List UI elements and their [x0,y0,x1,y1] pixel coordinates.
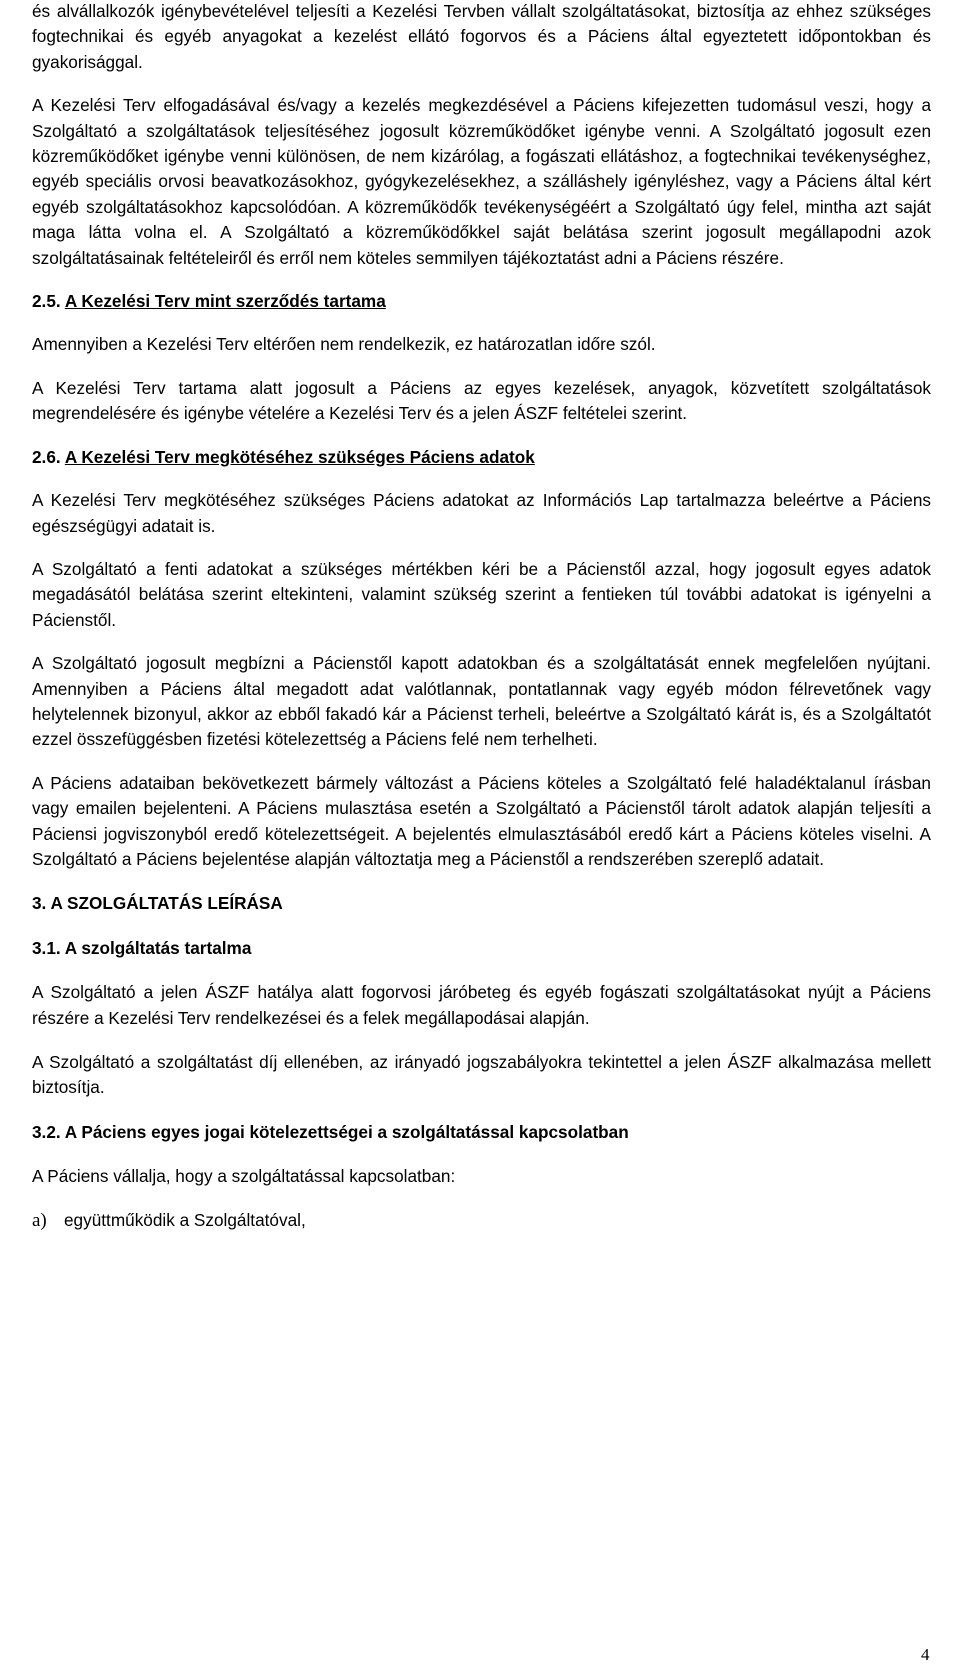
document-page [32,0,931,1233]
paragraph-term-duration: Amennyiben a Kezelési Terv eltérően nem rendelkezik, ez határozatlan időre szól. [32,334,656,355]
paragraph-term-rights: A Kezelési Terv tartama alatt jogosult a Páciens az egyes kezelések, anyagok, közvetített szolgáltatások megrendelésére és igénybe vételére a Kezelési Terv és a jelen ÁSZF feltételei szerint. [32,377,931,424]
heading-2-5-title: A Kezelési Terv mint szerződés tartama [64,291,386,312]
heading-2-6 [32,445,931,470]
paragraph-continuation: és alvállalkozók igénybevételével teljesíti a Kezelési Tervben vállalt szolgáltatásokat, biztosítja az ehhez szükséges fogtechnikai és egyéb anyagokat a kezelést ellátó fogorvos és a Páciens által egyeztetett időpontokban és gyakorisággal. [32,1,931,72]
list-item-text: együttműködik a Szolgáltatóval, [64,1209,306,1230]
paragraph-patient-data: A Kezelési Terv megkötéséhez szükséges Páciens adatokat az Információs Lap tartalmazza beleértve a Páciens egészségügyi adatait is. [32,490,931,536]
list-item [32,1208,931,1233]
paragraph-data-reliance: A Szolgáltató jogosult megbízni a Pácienstől kapott adatokban és a szolgáltatását ennek megfelelően nyújtani. Amennyiben a Páciens által megadott adat valótlannak, pontatlannak vagy egyéb módon félrevetőnek vagy helytelennek bizonyul, akkor az ebből fakadó kár a Pácienst terheli, beleértve a Szolgáltató kárát is, és a Szolgáltatót ezzel összefüggésben fizetési kötelezettség a Páciens felé nem terhelheti. [32,653,931,750]
paragraph-contractors: A Kezelési Terv elfogadásával és/vagy a kezelés megkezdésével a Páciens kifejezetten tudomásul veszi, hogy a Szolgáltató a szolgáltatások teljesítéséhez jogosult közreműködőket igénybe venni. A Szolgáltató jogosult ezen közreműködőket igénybe venni különösen, de nem kizárólag, a fogászati ellátáshoz, a fogtechnikai tevékenységhez, egyéb speciális orvosi beavatkozásokhoz, gyógykezelésekhez, a szálláshely igényléshez, vagy a Páciens által kért egyéb szolgáltatásokhoz kapcsolódóan. A közreműködők tevékenységéért a Szolgáltató úgy felel, mintha azt saját maga látta volna el. A Szolgáltató a közreműködőkkel saját belátása szerint jogosult megállapodni azok szolgáltatásainak feltételeiről és erről nem köteles semmilyen tájékoztatást adni a Páciens részére. [32,95,931,268]
paragraph-data-request: A Szolgáltató a fenti adatokat a szükséges mértékben kéri be a Pácienstől azzal, hogy jogosult egyes adatok megadásától belátása szerint eltekinteni, valamint szükség szerint a fentieken túl további adatokat is igényelni a Pácienstől. [32,558,931,630]
heading-3-2: 3.2. A Páciens egyes jogai kötelezettségei a szolgáltatással kapcsolatban [32,1121,629,1142]
paragraph-data-changes: A Páciens adataiban bekövetkezett bármely változást a Páciens köteles a Szolgáltató felé haladéktalanul írásban vagy emailen bejelenteni. A Páciens mulasztása esetén a Szolgáltató a Pácienstől tárolt adatok alapján teljesíti a Páciensi jogviszonyból eredő kötelezettségeit. A bejelentés elmulasztásából eredő kárt a Páciens köteles viselni. A Szolgáltató a Páciens bejelentése alapján változtatja meg a Pácienstől a rendszerében szereplő adatait. [32,772,931,869]
list-item-marker: a) [32,1209,47,1231]
heading-2-5-number: 2.5. [32,291,61,312]
page-number: 4 [921,1645,930,1664]
paragraph-patient-obligations: A Páciens vállalja, hogy a szolgáltatással kapcsolatban: [32,1166,456,1187]
heading-2-6-title: A Kezelési Terv megkötéséhez szükséges Páciens adatok [64,446,535,467]
heading-3-1: 3.1. A szolgáltatás tartalma [32,937,252,958]
paragraph-service-content: A Szolgáltató a jelen ÁSZF hatálya alatt fogorvosi járóbeteg és egyéb fogászati szolgáltatásokat nyújt a Páciens részére a Kezelési Terv rendelkezései és a felek megállapodásai alapján. [32,982,931,1028]
heading-3: 3. A SZOLGÁLTATÁS LEÍRÁSA [32,893,283,914]
heading-2-6-number: 2.6. [32,446,61,467]
paragraph-service-fee: A Szolgáltató a szolgáltatást díj ellenében, az irányadó jogszabályokra tekintettel a jelen ÁSZF alkalmazása mellett biztosítja. [32,1052,931,1098]
heading-2-5 [32,289,931,314]
